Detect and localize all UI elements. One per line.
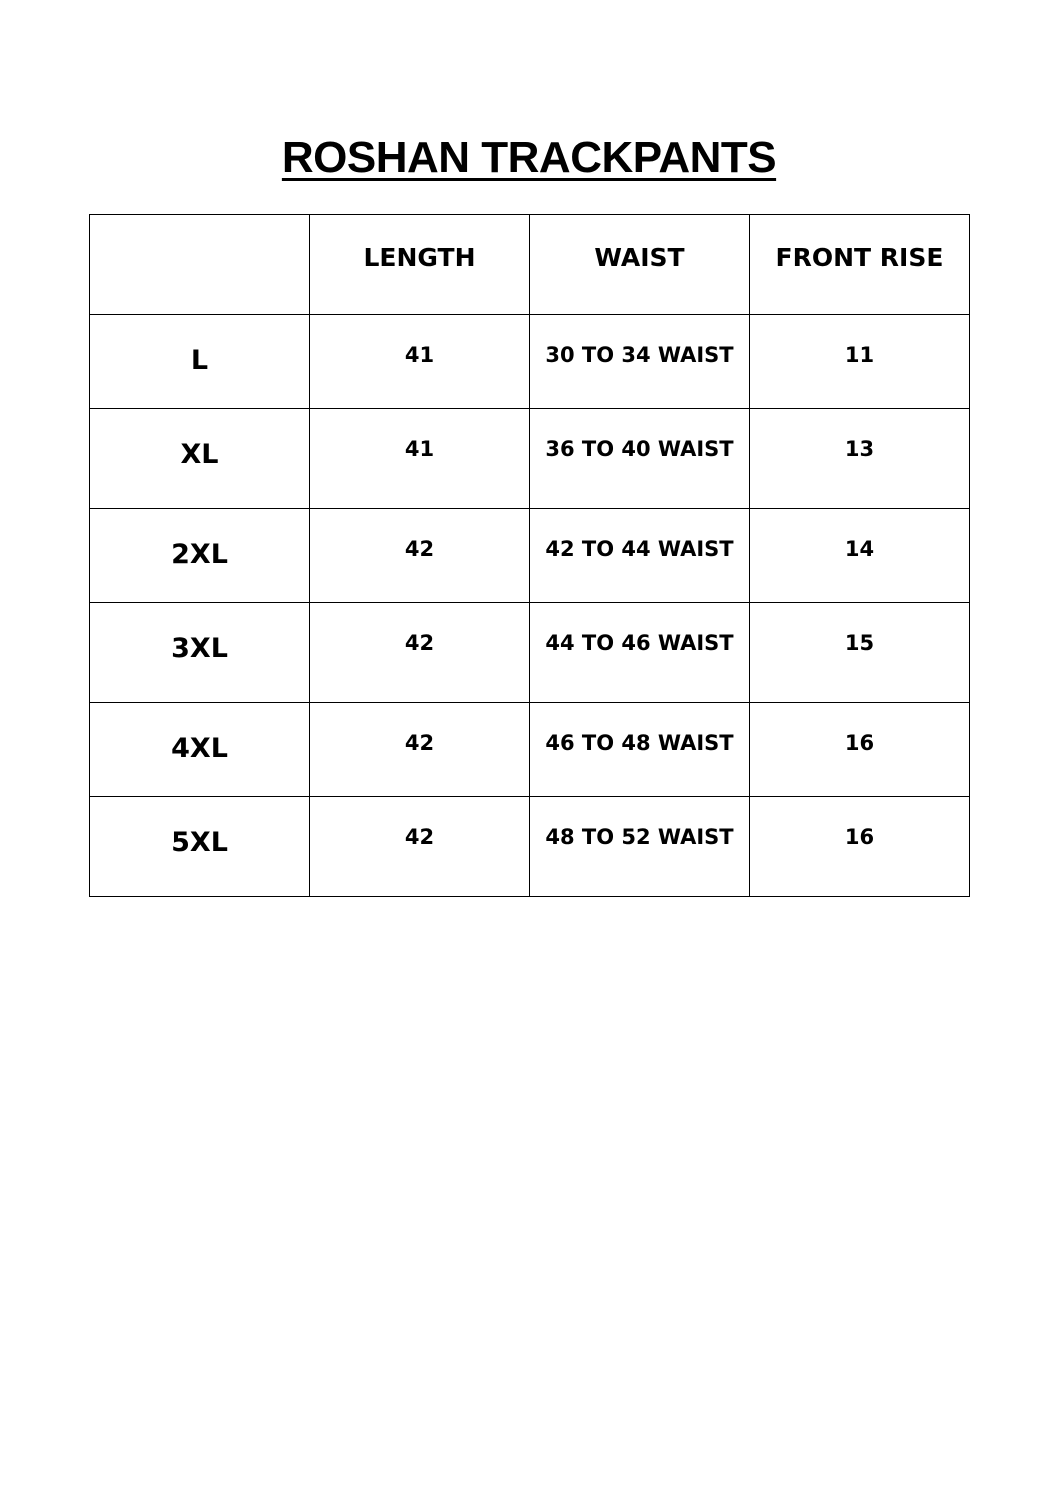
table-header-row (90, 215, 970, 315)
waist-cell: 44 TO 46 WAIST (530, 603, 750, 703)
size-cell: L (90, 315, 310, 409)
size-cell: 5XL (90, 797, 310, 897)
front-rise-cell: 16 (750, 703, 970, 797)
waist-cell: 42 TO 44 WAIST (530, 509, 750, 603)
size-cell: 4XL (90, 703, 310, 797)
length-cell: 42 (310, 509, 530, 603)
header-front-rise: FRONT RISE (750, 215, 970, 315)
page-title: ROSHAN TRACKPANTS (281, 133, 777, 182)
table-row (90, 703, 970, 797)
waist-cell: 46 TO 48 WAIST (530, 703, 750, 797)
front-rise-cell: 14 (750, 509, 970, 603)
size-cell: 3XL (90, 603, 310, 703)
size-chart-table (89, 214, 970, 897)
length-cell: 42 (310, 603, 530, 703)
table-row (90, 409, 970, 509)
length-cell: 42 (310, 703, 530, 797)
front-rise-cell: 15 (750, 603, 970, 703)
length-cell: 42 (310, 797, 530, 897)
waist-cell: 30 TO 34 WAIST (530, 315, 750, 409)
size-cell: XL (90, 409, 310, 509)
waist-cell: 36 TO 40 WAIST (530, 409, 750, 509)
table-row (90, 315, 970, 409)
header-size (90, 215, 310, 315)
size-cell: 2XL (90, 509, 310, 603)
length-cell: 41 (310, 315, 530, 409)
header-length: LENGTH (310, 215, 530, 315)
header-waist: WAIST (530, 215, 750, 315)
table-row (90, 603, 970, 703)
front-rise-cell: 16 (750, 797, 970, 897)
front-rise-cell: 13 (750, 409, 970, 509)
table-row (90, 509, 970, 603)
table-row (90, 797, 970, 897)
front-rise-cell: 11 (750, 315, 970, 409)
waist-cell: 48 TO 52 WAIST (530, 797, 750, 897)
length-cell: 41 (310, 409, 530, 509)
